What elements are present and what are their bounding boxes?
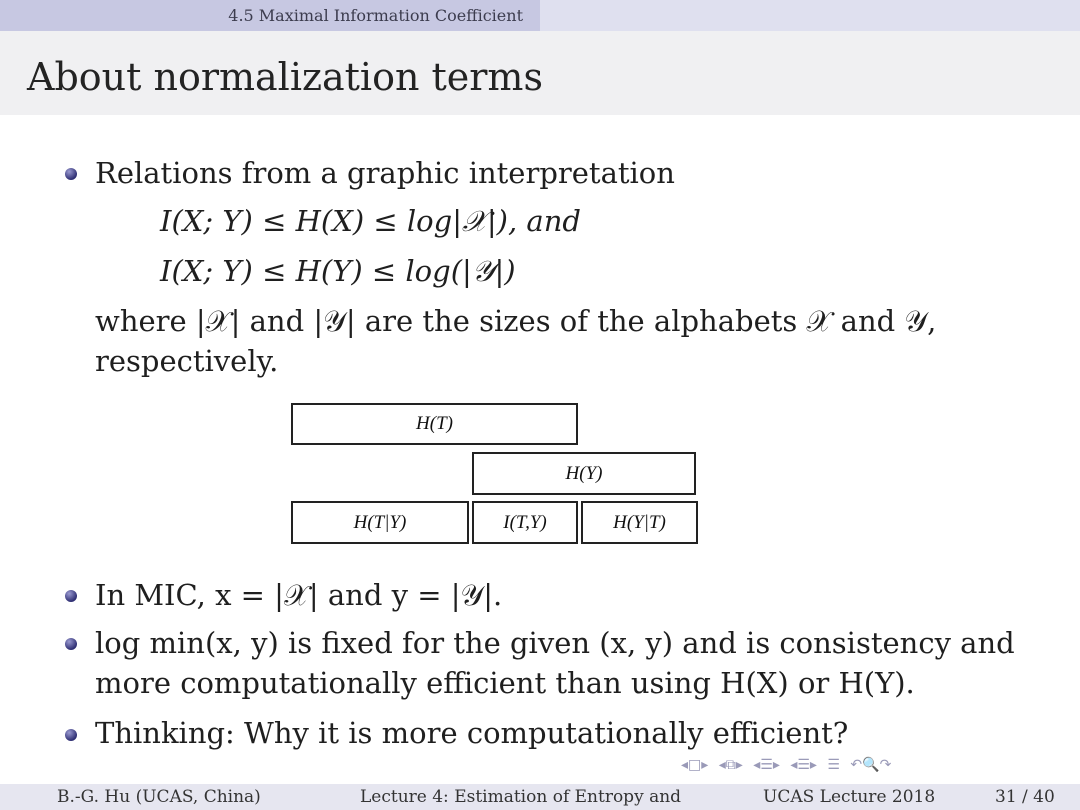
bullet-icon xyxy=(65,168,77,180)
box-h-t-given-y: H(T|Y) xyxy=(291,501,469,544)
bullet-icon xyxy=(65,638,77,650)
nav-section-icon[interactable]: ◂☰▸ xyxy=(753,757,780,773)
nav-search-icon[interactable]: ↶🔍↷ xyxy=(850,757,892,773)
footer-page: 31 / 40 xyxy=(995,787,1055,807)
bullet-text: log min(x, y) is fixed for the given (x, y) and is consistency and xyxy=(95,626,1015,660)
box-h-y: H(Y) xyxy=(472,452,696,495)
nav-subsection-icon[interactable]: ◂⧉▸ xyxy=(718,757,743,773)
footer-lecture[interactable]: Lecture 4: Estimation of Entropy and xyxy=(360,787,682,807)
box-i-ty: I(T,Y) xyxy=(472,501,578,544)
footer-bar xyxy=(0,784,1080,810)
bullet-text: Thinking: Why it is more computationally efficient? xyxy=(95,716,849,750)
slide-title: About normalization terms xyxy=(27,55,543,99)
bullet-text: Relations from a graphic interpretation xyxy=(95,156,675,190)
bullet-icon xyxy=(65,590,77,602)
header-bar xyxy=(0,0,1080,31)
footer-venue: UCAS Lecture 2018 xyxy=(763,787,936,807)
nav-toc-icon[interactable]: ☰ xyxy=(827,757,840,773)
equation-1: I(X; Y) ≤ H(X) ≤ log|𝒳|), and xyxy=(160,204,581,238)
bullet-text: In MIC, x = |𝒳| and y = |𝒴|. xyxy=(95,578,503,612)
navigation-controls xyxy=(678,757,894,779)
bullet-icon xyxy=(65,729,77,741)
section-label[interactable]: 4.5 Maximal Information Coefficient xyxy=(0,0,540,31)
nav-frame-prev-icon[interactable]: ◂□▸ xyxy=(681,757,709,773)
footer-author[interactable]: B.-G. Hu (UCAS, China) xyxy=(57,787,261,807)
box-h-y-given-t: H(Y|T) xyxy=(581,501,698,544)
bullet-text-continued: more computationally efficient than using H(X) or H(Y). xyxy=(95,666,915,700)
where-line-2: respectively. xyxy=(95,344,279,378)
where-line-1: where |𝒳| and |𝒴| are the sizes of the alphabets 𝒳 and 𝒴, xyxy=(95,304,937,338)
box-h-t: H(T) xyxy=(291,403,578,445)
equation-2: I(X; Y) ≤ H(Y) ≤ log(|𝒴|) xyxy=(160,254,516,288)
nav-outline-icon[interactable]: ◂☰▸ xyxy=(790,757,817,773)
